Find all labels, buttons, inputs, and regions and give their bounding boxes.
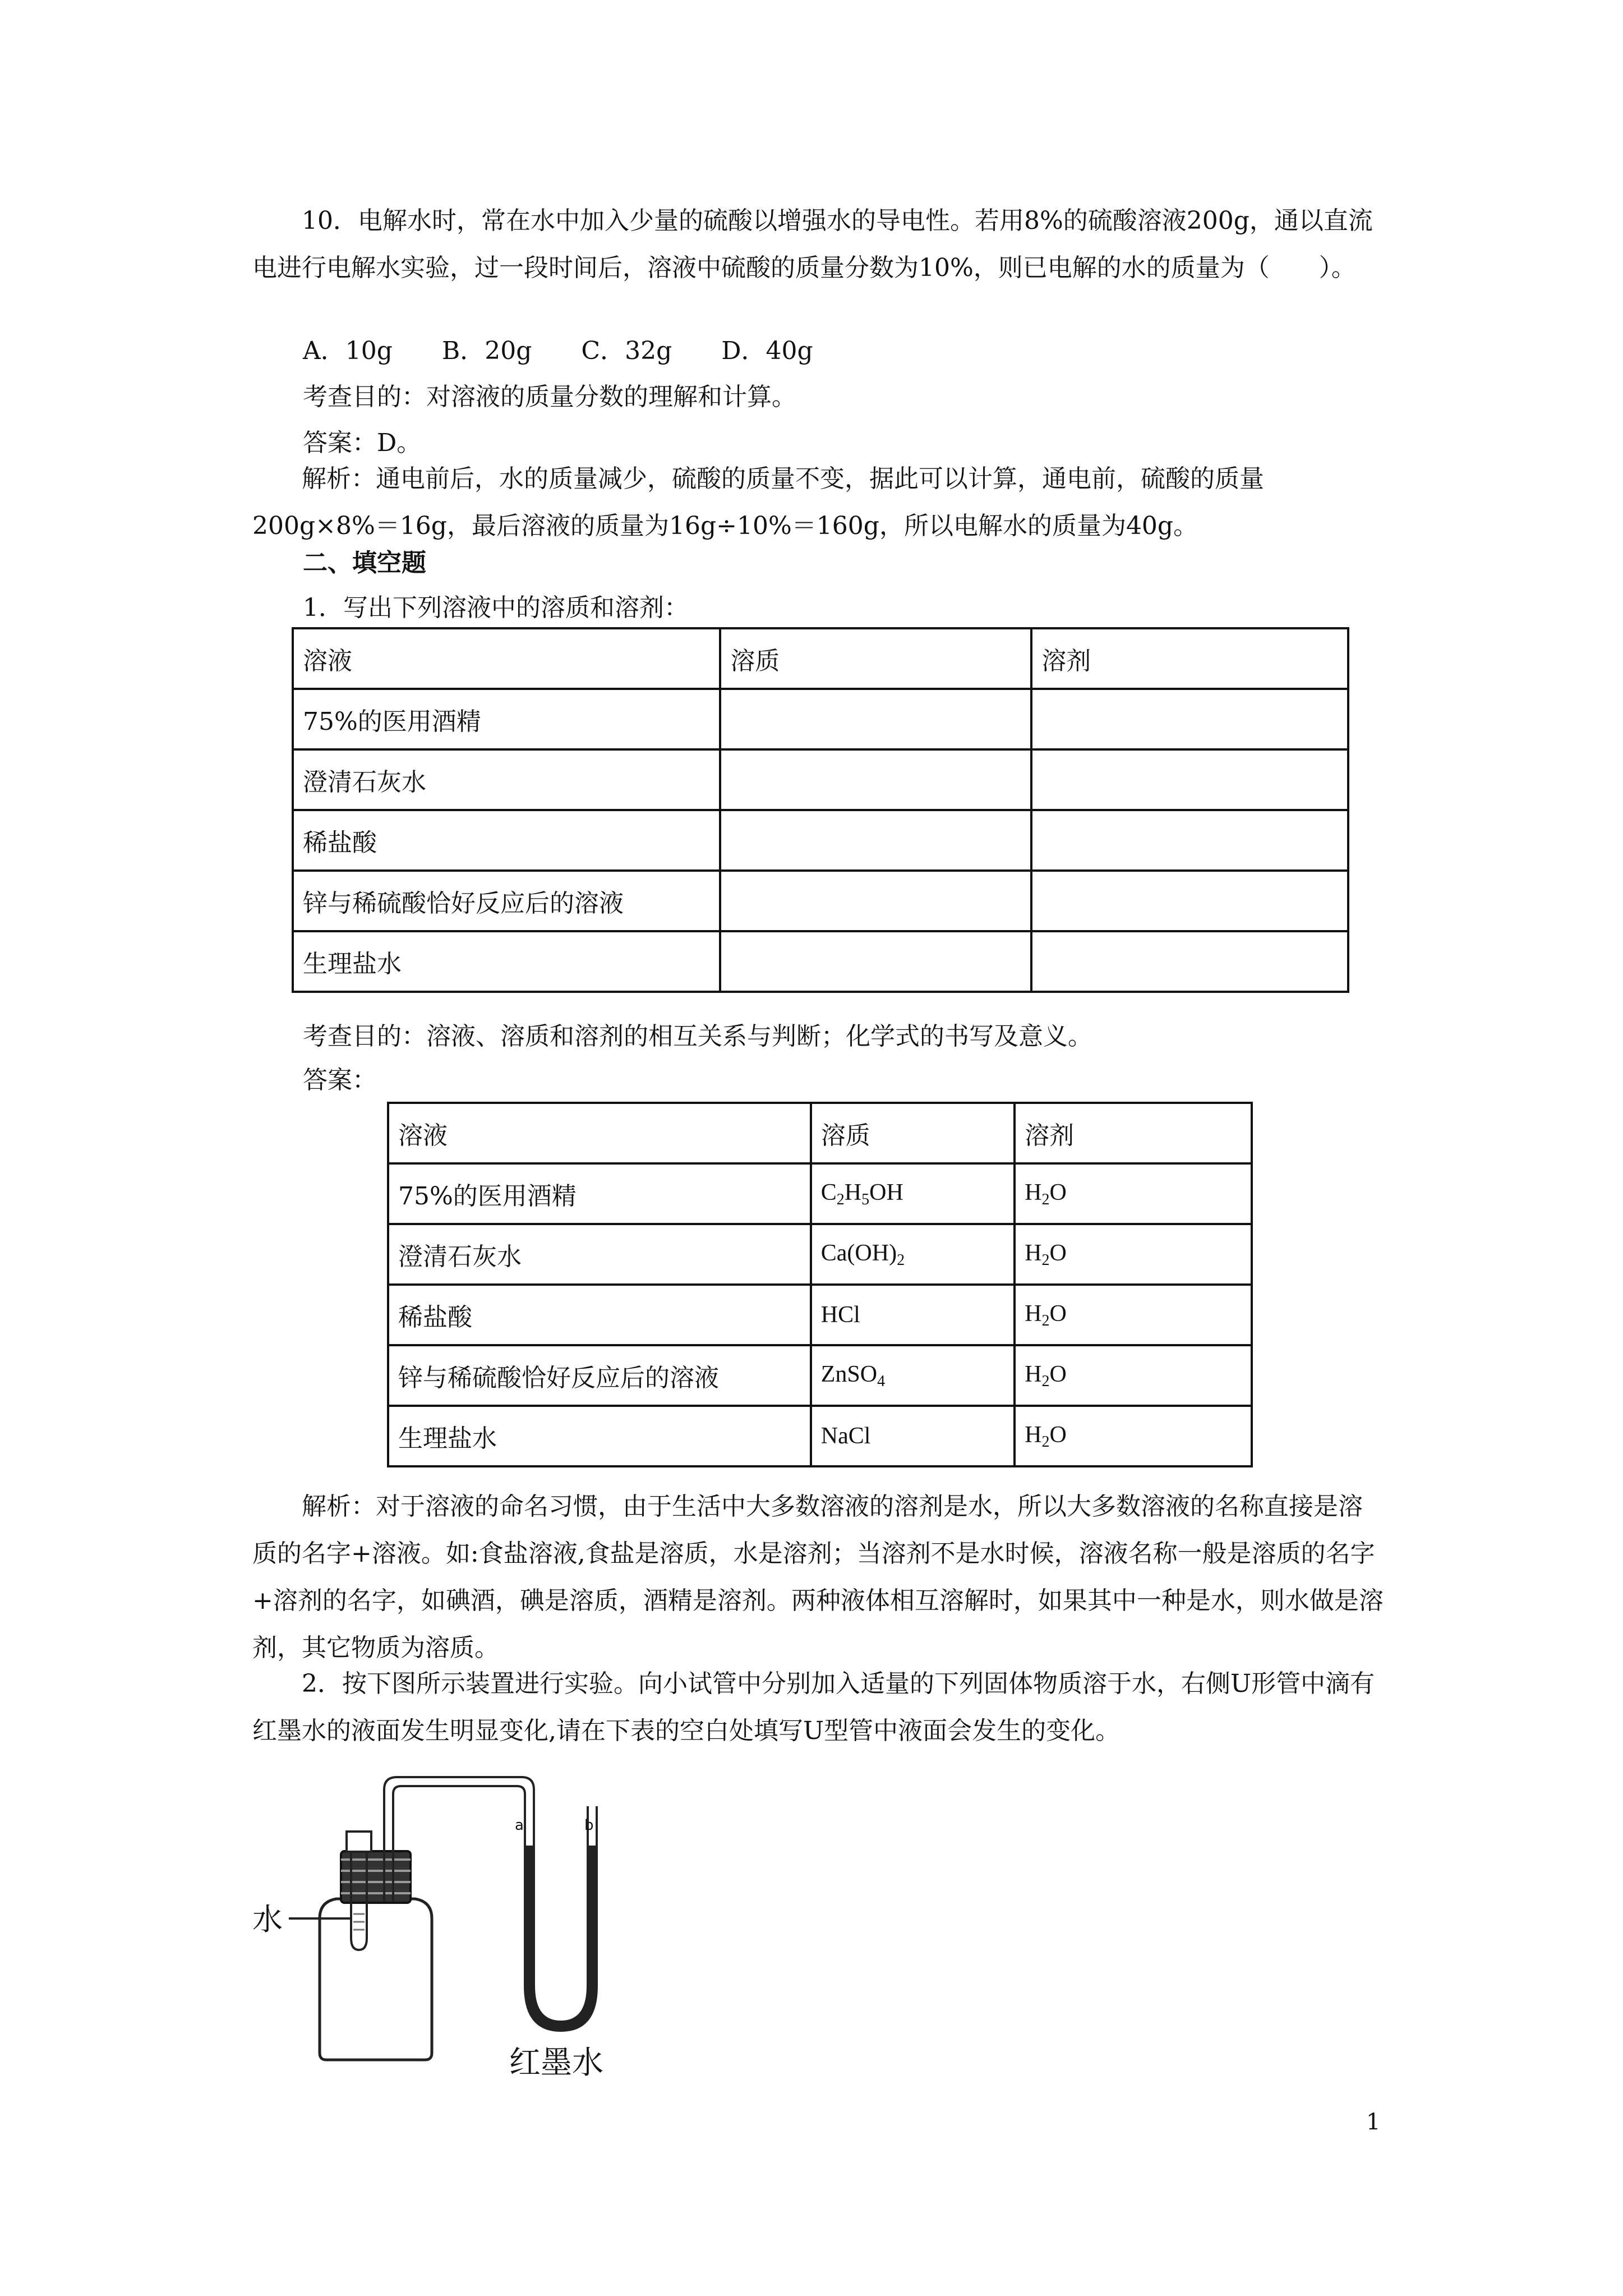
cell-solution: 澄清石灰水 <box>388 1224 811 1285</box>
table-row <box>388 1345 1252 1406</box>
cell-solute-blank[interactable] <box>720 689 1031 749</box>
cell-solution: 生理盐水 <box>293 931 720 992</box>
q1-answer-label: 答案： <box>303 1066 377 1094</box>
cell-solute: NaCl <box>811 1406 1015 1466</box>
header-solution: 溶液 <box>293 628 720 689</box>
cell-solvent-blank[interactable] <box>1031 749 1348 810</box>
cell-solution: 生理盐水 <box>388 1406 811 1466</box>
cell-solute-blank[interactable] <box>720 931 1031 992</box>
table-header-row <box>293 628 1348 689</box>
apparatus-figure <box>241 1767 667 2081</box>
cell-solute: $Ca(OH)_2$ <box>811 1224 1015 1285</box>
cell-solvent: $H_2O$ <box>1015 1285 1252 1345</box>
cell-solvent-blank[interactable] <box>1031 689 1348 749</box>
cell-solution: 锌与稀硫酸恰好反应后的溶液 <box>293 871 720 931</box>
cell-solvent: $H_2O$ <box>1015 1163 1252 1224</box>
answer-header-row <box>388 1103 1252 1163</box>
header-solvent: 溶剂 <box>1031 628 1348 689</box>
q1-blank-table <box>292 627 1349 993</box>
cell-solution: 稀盐酸 <box>388 1285 811 1345</box>
table-row <box>388 1163 1252 1224</box>
table-row <box>293 689 1348 749</box>
q10-analysis: 解析：通电前后，水的质量减少，硫酸的质量不变，据此可以计算，通电前，硫酸的质量200g×8%＝16g，最后溶液的质量为16g÷10%＝160g，所以电解水的质量为40g。 <box>252 464 1264 540</box>
cell-solution: 澄清石灰水 <box>293 749 720 810</box>
cell-solvent: $H_2O$ <box>1015 1406 1252 1466</box>
cell-solvent-blank[interactable] <box>1031 871 1348 931</box>
table-row <box>388 1285 1252 1345</box>
cell-solvent-blank[interactable] <box>1031 931 1348 992</box>
cell-solution: 75%的医用酒精 <box>293 689 720 749</box>
table-row <box>293 810 1348 871</box>
cell-solute: ZnSO$_4$ <box>811 1345 1015 1406</box>
cell-solution: 稀盐酸 <box>293 810 720 871</box>
header-solvent: 溶剂 <box>1015 1103 1252 1163</box>
cell-solute-blank[interactable] <box>720 810 1031 871</box>
header-solute: 溶质 <box>811 1103 1015 1163</box>
header-solution: 溶液 <box>388 1103 811 1163</box>
label-a: a <box>515 1817 524 1834</box>
table-row <box>293 931 1348 992</box>
table-row <box>388 1406 1252 1466</box>
bottle-icon <box>320 1899 432 2060</box>
q2-stem: 2．按下图所示装置进行实验。向小试管中分别加入适量的下列固体物质溶于水，右侧U形管中滴有红墨水的液面发生明显变化,请在下表的空白处填写U型管中液面会发生的变化。 <box>252 1669 1375 1745</box>
q10-stem: 10．电解水时，常在水中加入少量的硫酸以增强水的导电性。若用8%的硫酸溶液200g，通以直流电进行电解水实验，过一段时间后，溶液中硫酸的质量分数为10%，则已电解的水的质量为（ ）。 <box>252 206 1373 282</box>
red-ink-label: 红墨水 <box>509 2045 603 2081</box>
label-b: b <box>584 1817 594 1834</box>
cell-solvent: $H_2O$ <box>1015 1345 1252 1406</box>
cell-solute: HCl <box>811 1285 1015 1345</box>
q10-options: A．10g B．20g C．32g D．40g <box>303 337 813 365</box>
header-solute: 溶质 <box>720 628 1031 689</box>
q1-analysis: 解析：对于溶液的命名习惯，由于生活中大多数溶液的溶剂是水，所以大多数溶液的名称直接是溶质的名字+溶液。如:食盐溶液,食盐是溶质，水是溶剂；当溶剂不是水时候，溶液名称一般是溶质的名字+溶剂的名字，如碘酒，碘是溶质，酒精是溶剂。两种液体相互溶解时，如果其中一种是水，则水做是溶剂，其它物质为溶质。 <box>252 1492 1384 1662</box>
section-title: 二、填空题 <box>303 549 426 577</box>
cell-solution: 75%的医用酒精 <box>388 1163 811 1224</box>
table-row <box>388 1224 1252 1285</box>
cell-solvent-blank[interactable] <box>1031 810 1348 871</box>
cell-solute-blank[interactable] <box>720 871 1031 931</box>
q1-purpose: 考查目的：溶液、溶质和溶剂的相互关系与判断；化学式的书写及意义。 <box>303 1022 1092 1051</box>
q10-answer: 答案：D。 <box>303 429 422 457</box>
cell-solute: $C_2H_5OH$ <box>811 1163 1015 1224</box>
table-row <box>293 871 1348 931</box>
q10-purpose: 考查目的：对溶液的质量分数的理解和计算。 <box>303 383 796 411</box>
cell-solvent: $H_2O$ <box>1015 1224 1252 1285</box>
cell-solution: 锌与稀硫酸恰好反应后的溶液 <box>388 1345 811 1406</box>
page-number: 1 <box>1366 2109 1381 2135</box>
table-row <box>293 749 1348 810</box>
u-tube-icon <box>525 1806 597 2031</box>
water-label: 水 <box>252 1902 283 1937</box>
q1-answer-table <box>387 1102 1253 1467</box>
q1-stem: 1．写出下列溶液中的溶质和溶剂： <box>303 593 689 622</box>
cell-solute-blank[interactable] <box>720 749 1031 810</box>
